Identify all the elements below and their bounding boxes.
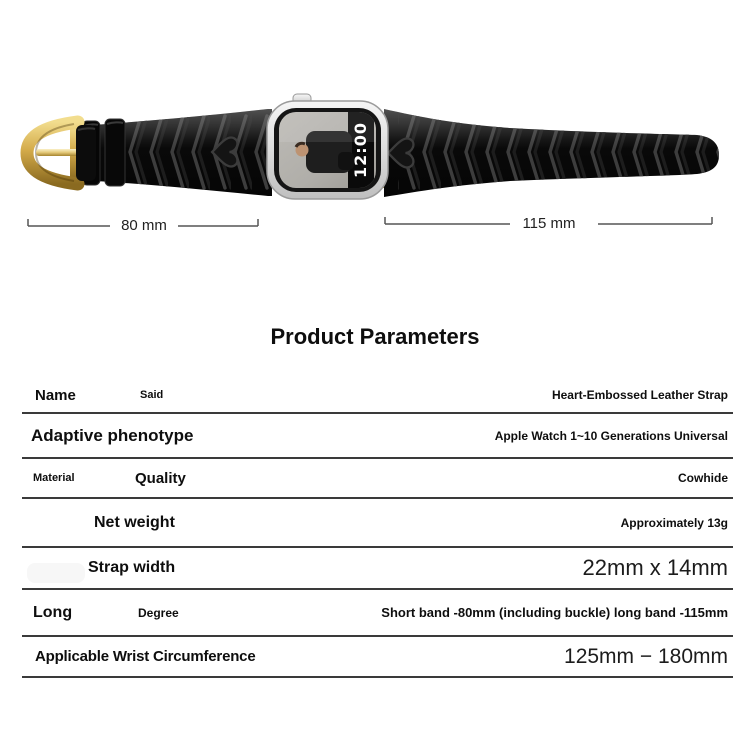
table-row-length [22, 590, 733, 637]
row-value: Cowhide [678, 471, 728, 485]
watch-time: 12:00 [351, 122, 370, 178]
watch-illustration [0, 0, 750, 330]
row-sublabel: Quality [135, 469, 186, 487]
page-title: Product Parameters [270, 324, 480, 349]
table-row-wrist-circumference [22, 637, 733, 678]
measurement-label-left: 80 mm [121, 217, 167, 234]
product-photo [0, 0, 750, 330]
row-label: Material [33, 472, 75, 484]
row-sublabel: Said [140, 389, 164, 401]
table-row-material [22, 459, 733, 499]
row-value: 22mm x 14mm [582, 555, 728, 580]
row-label: Net weight [94, 513, 175, 531]
row-label: Applicable Wrist Circumference [35, 648, 256, 665]
row-value: 125mm − 180mm [564, 644, 728, 668]
row-sublabel: Degree [138, 605, 179, 620]
row-value: Heart-Embossed Leather Strap [551, 388, 728, 402]
row-label: Name [35, 386, 76, 404]
params-table [22, 378, 733, 678]
strap-right [384, 100, 720, 210]
row-value: Short band -80mm (including buckle) long band -115mm [381, 605, 728, 620]
buckle [27, 122, 96, 184]
table-row-net-weight [22, 499, 733, 548]
row-value: Apple Watch 1~10 Generations Universal [494, 428, 728, 443]
row-value: Approximately 13g [620, 515, 728, 530]
row-label: Adaptive phenotype [31, 425, 194, 445]
row-label: Long [33, 603, 73, 621]
table-row-name [22, 378, 733, 414]
row-label: Strap width [88, 559, 176, 576]
table-row-adaptive [22, 414, 733, 459]
table-row-strap-width [22, 548, 733, 590]
measurement-label-right: 115 mm [522, 215, 576, 232]
